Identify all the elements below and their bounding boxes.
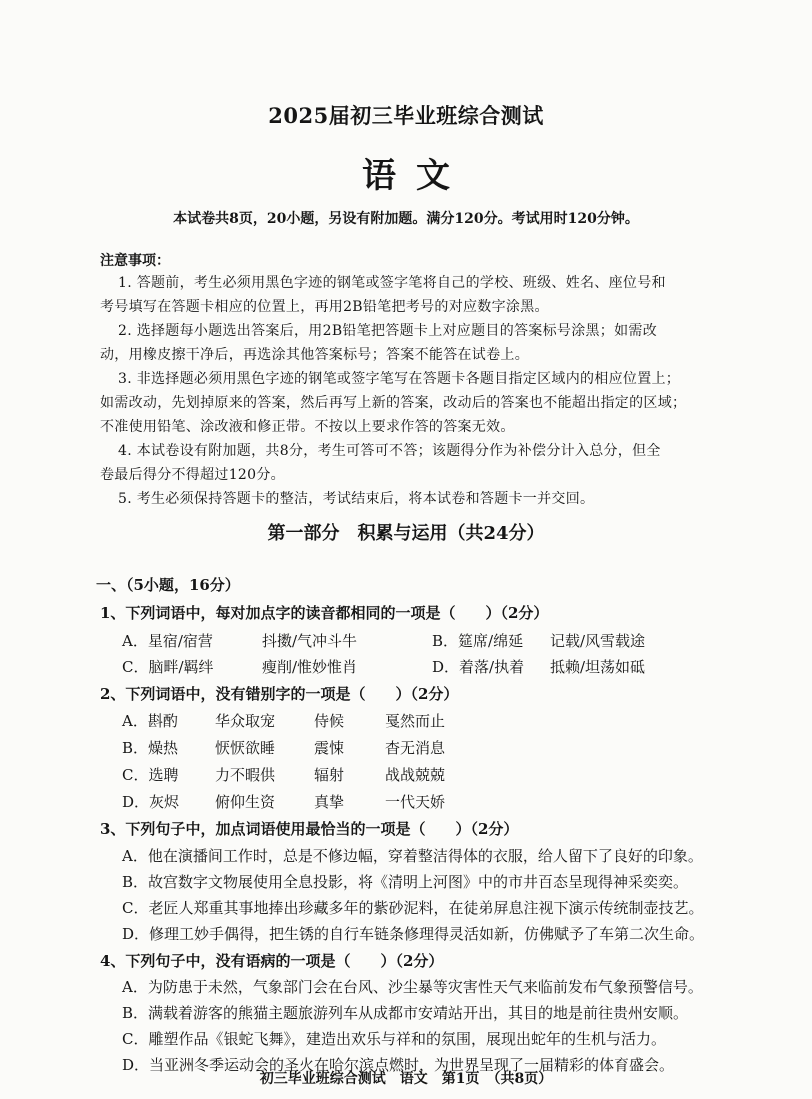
q3-option-d: D．修理工妙手偶得，把生锈的自行车链条修理得灵活如新，仿佛赋予了车第二次生命。 [122, 925, 705, 943]
q1-option-c-part1: C．脑畔/羁绊 [122, 658, 214, 676]
q1-option-b-part1: B．筵席/绵延 [432, 632, 524, 650]
q2-option-a-word2: 华众取宠 [215, 712, 276, 730]
q2-option-d-word1: D．灰烬 [122, 793, 180, 811]
q1-option-d-part2: 抵赖/坦荡如砥 [550, 658, 646, 676]
q2-option-d-word4: 一代天娇 [385, 793, 446, 811]
q1-option-b-part2: 记载/风雪载途 [550, 632, 646, 650]
exam-intro: 本试卷共8页，20小题，另设有附加题。满分120分。考试用时120分钟。 [173, 211, 639, 227]
q2-option-a-word1: A．斟酌 [122, 712, 178, 730]
notice-heading: 注意事项： [100, 253, 170, 269]
q2-option-b-word1: B．燥热 [122, 739, 179, 757]
question-2-stem: 2、下列词语中，没有错别字的一项是（ ）（2分） [100, 685, 459, 703]
q1-option-d-part1: D．着落/执着 [432, 658, 525, 676]
notice-line: 3. 非选择题必须用黑色字迹的钢笔或签字笔写在答题卡各题目指定区域内的相应位置上； [118, 371, 681, 387]
q2-option-b-word4: 杳无消息 [385, 739, 446, 757]
q2-option-c-word4: 战战兢兢 [385, 766, 446, 784]
notice-line: 卷最后得分不得超过120分。 [100, 467, 285, 483]
notice-line: 2. 选择题每小题选出答案后，用2B铅笔把答题卡上对应题目的答案标号涂黑；如需改 [118, 323, 658, 339]
notice-line: 考号填写在答题卡相应的位置上，再用2B铅笔把考号的对应数字涂黑。 [100, 299, 549, 315]
question-1-stem: 1、下列词语中，每对加点字的读音都相同的一项是（ ）（2分） [100, 604, 549, 622]
question-3-stem: 3、下列句子中，加点词语使用最恰当的一项是（ ）（2分） [100, 820, 519, 838]
q2-option-b-word3: 震悚 [314, 739, 345, 757]
q2-option-d-word3: 真挚 [314, 793, 345, 811]
notice-line: 1. 答题前，考生必须用黑色字迹的钢笔或签字笔将自己的学校、班级、姓名、座位号和 [118, 275, 666, 291]
q4-option-b: B．满载着游客的熊猫主题旅游列车从成都市安靖站开出，其目的地是前往贵州安顺。 [122, 1004, 689, 1022]
q1-option-c-part2: 瘦削/惟妙惟肖 [262, 658, 358, 676]
q2-option-c-word3: 辐射 [314, 766, 345, 784]
notice-line: 4. 本试卷设有附加题，共8分，考生可答可不答；该题得分作为补偿分计入总分，但全 [118, 443, 661, 459]
q4-option-a: A．为防患于未然，气象部门会在台风、沙尘暴等灾害性天气来临前发布气象预警信号。 [122, 978, 703, 996]
q2-option-d-word2: 俯仰生资 [215, 793, 276, 811]
question-4-stem: 4、下列句子中，没有语病的一项是（ ）（2分） [100, 952, 444, 970]
section-title: 第一部分 积累与运用（共24分） [267, 523, 545, 544]
q3-option-c: C．老匠人郑重其事地捧出珍藏多年的紫砂泥料，在徒弟屏息注视下演示传统制壶技艺。 [122, 899, 704, 917]
page-footer: 初三毕业班综合测试 语文 第1页 （共8页） [259, 1071, 553, 1087]
q2-option-a-word3: 侍候 [314, 712, 345, 730]
part-heading: 一、（5小题，16分） [96, 576, 240, 594]
notice-line: 动，用橡皮擦干净后，再选涂其他答案标号；答案不能答在试卷上。 [100, 347, 529, 363]
q2-option-c-word1: C．选聘 [122, 766, 179, 784]
q2-option-a-word4: 戛然而止 [385, 712, 446, 730]
notice-line: 不准使用铅笔、涂改液和修正带。不按以上要求作答的答案无效。 [100, 419, 515, 435]
q1-option-a-part1: A．星宿/宿营 [122, 632, 213, 650]
q4-option-d: D．当亚洲冬季运动会的圣火在哈尔滨点燃时，为世界呈现了一届精彩的体育盛会。 [122, 1056, 675, 1074]
q3-option-b: B．故宫数字文物展使用全息投影，将《清明上河图》中的市井百态呈现得神采奕奕。 [122, 873, 689, 891]
notice-line: 如需改动，先划掉原来的答案，然后再写上新的答案，改动后的答案也不能超出指定的区域； [100, 395, 687, 411]
subject-title: 语文 [362, 156, 470, 196]
q3-option-a: A．他在演播间工作时，总是不修边幅，穿着整洁得体的衣服，给人留下了良好的印象。 [122, 847, 703, 865]
q2-option-c-word2: 力不暇供 [215, 766, 276, 784]
exam-title: 2025届初三毕业班综合测试 [268, 103, 544, 128]
q1-option-a-part2: 抖擞/气冲斗牛 [262, 632, 358, 650]
q2-option-b-word2: 恹恹欲睡 [215, 739, 276, 757]
notice-line: 5. 考生必须保持答题卡的整洁，考试结束后，将本试卷和答题卡一并交回。 [118, 491, 595, 507]
q4-option-c: C．雕塑作品《银蛇飞舞》，建造出欢乐与祥和的氛围，展现出蛇年的生机与活力。 [122, 1030, 666, 1048]
